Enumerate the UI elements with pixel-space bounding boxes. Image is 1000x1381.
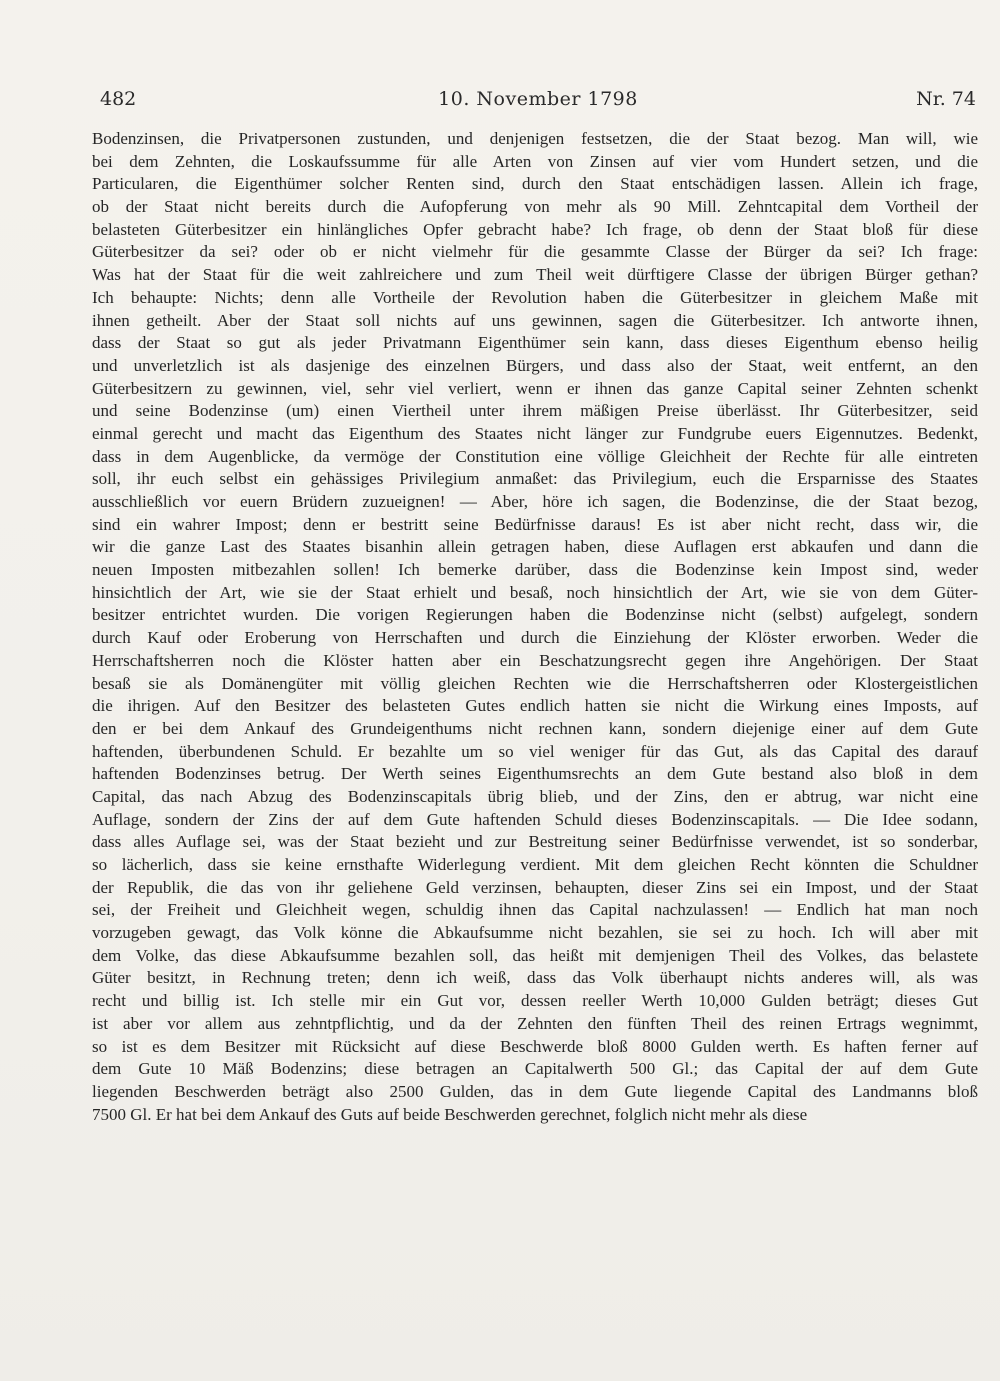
text-line: und unverletzlich ist als dasjenige des einzelnen Bürgers, und dass also der Staat, weit entfernt, an den bbox=[92, 355, 978, 375]
text-line: dass alles Auflage sei, was der Staat bezieht und zur Bestreitung seiner Bedürfnisse verwendet, ist so sonderbar, bbox=[92, 832, 978, 852]
page-number: 482 bbox=[100, 88, 137, 110]
text-line: dass der Staat so gut als jeder Privatmann Eigenthümer sein kann, dass dieses Eigenthum ebenso heilig bbox=[92, 333, 978, 353]
body-text bbox=[92, 128, 978, 1126]
text-line: ist aber vor allem aus zehntpflichtig, und da der Zehnten den fünften Theil des reinen Ertrags wegnimmt, bbox=[92, 1013, 978, 1033]
text-line: dass in dem Augenblicke, da vermöge der Constitution eine völlige Gleichheit der Rechte für alle eintreten bbox=[92, 446, 978, 466]
text-line: Was hat der Staat für die weit zahlreichere und zum Theil weit dürftigere Classe der übrigen Bürger gethan? bbox=[92, 265, 978, 285]
text-line: so ist es dem Besitzer mit Rücksicht auf diese Beschwerde bloß 8000 Gulden werth. Es haften ferner auf bbox=[92, 1036, 978, 1056]
text-line: Particularen, die Eigenthümer solcher Renten sind, durch den Staat entschädigen lassen. Allein ich frage, bbox=[92, 174, 978, 194]
text-line: hinsichtlich der Art, wie sie der Staat erhielt und besaß, noch hinsichtlich der Art, wie sie von dem Güter- bbox=[92, 582, 978, 602]
text-line: Capital, das nach Abzug des Bodenzinscapitals übrig blieb, und der Zins, den er abtrug, war nicht eine bbox=[92, 786, 978, 806]
text-line: den er bei dem Ankauf des Grundeigenthums nicht rechnen kann, sondern diejenige einer auf dem Gute bbox=[92, 718, 978, 738]
text-line: so lächerlich, dass sie keine ernsthafte Widerlegung verdient. Mit dem gleichen Recht könnten die Schuldner bbox=[92, 855, 978, 874]
text-line: bei dem Zehnten, die Loskaufssumme für alle Arten von Zinsen auf vier vom Hundert setzen, und die bbox=[92, 151, 978, 171]
text-line: besitzer entrichtet wurden. Die vorigen Regierungen haben die Bodenzinse nicht (selbst) aufgelegt, sondern bbox=[92, 605, 978, 625]
text-line: und seine Bodenzinse (um) einen Viertheil unter ihrem mäßigen Preise überlässt. Ihr Güterbesitzer, seid bbox=[92, 401, 978, 421]
text-line: vorzugeben gewagt, das Volk könne die Abkaufsumme nicht bezahlen, sie sei zu hoch. Ich will aber mit bbox=[92, 923, 978, 943]
page-header bbox=[100, 88, 976, 114]
text-line: 7500 Gl. Er hat bei dem Ankauf des Guts auf beide Beschwerden gerechnet, folglich nicht mehr als diese bbox=[92, 1104, 808, 1124]
text-line: einmal gerecht und macht das Eigenthum des Staates nicht länger zur Fundgrube euers Eigennutzes. Bedenkt, bbox=[92, 423, 978, 443]
text-line: wir die ganze Last des Staates bisanhin allein getragen haben, diese Auflagen erst abkaufen und dann die bbox=[92, 537, 978, 557]
text-line: neuen Imposten mitbezahlen sollen! Ich bemerke darüber, dass die Bodenzinse kein Impost sind, weder bbox=[92, 560, 978, 580]
text-line: soll, ihr euch selbst ein gehässiges Privilegium anmaßet: das Privilegium, euch die Ersparnisse des Staates bbox=[92, 469, 978, 489]
text-line: sei, der Freiheit und Gleichheit wegen, schuldig ihnen das Capital nachzulassen! — Endlich hat man noch bbox=[92, 900, 978, 920]
header-date: 10. November 1798 bbox=[438, 88, 638, 110]
text-line: Güterbesitzer da sei? oder ob er nicht vielmehr für die gesammte Classe der Bürger da sei? Ich frage: bbox=[92, 242, 978, 262]
text-line: ob der Staat nicht bereits durch die Aufopferung von mehr als 90 Mill. Zehntcapital dem Vortheil der bbox=[92, 197, 978, 217]
text-line: Herrschaftsherren noch die Klöster hatten aber ein Beschatzungsrecht gegen ihre Angehörigen. Der Staat bbox=[92, 650, 978, 670]
text-line: dem Volke, das diese Abkaufsumme bezahlen soll, das heißt mit demjenigen Theil des Volkes, das belastete bbox=[92, 945, 978, 965]
text-line: Güter besitzt, in Rechnung treten; denn ich weiß, dass das Volk überhaupt nichts anderes will, als was bbox=[92, 968, 978, 988]
text-line: Güterbesitzern zu gewinnen, viel, sehr viel verliert, wenn er ihnen das ganze Capital seiner Zehnten schenkt bbox=[92, 378, 978, 398]
text-line: dem Gute 10 Mäß Bodenzins; diese betragen an Capitalwerth 500 Gl.; das Capital der auf dem Gute bbox=[92, 1059, 978, 1079]
text-line: der Republik, die das von ihr geliehene Geld verzinsen, behaupten, dieser Zins sei ein Impost, und der Staat bbox=[92, 877, 978, 897]
text-line: liegenden Beschwerden beträgt also 2500 Gulden, das in dem Gute liegende Capital des Landmanns bloß bbox=[92, 1081, 978, 1101]
text-line: Bodenzinsen, die Privatpersonen zustunden, und denjenigen festsetzen, die der Staat bezog. Man will, wie bbox=[92, 129, 978, 148]
text-line: besaß sie als Domänengüter mit völlig gleichen Rechten wie die Herrschaftsherren oder Klostergeistlichen bbox=[92, 673, 978, 693]
text-line: ihnen getheilt. Aber der Staat soll nichts auf uns gewinnen, sagen die Güterbesitzer. Ich antworte ihnen, bbox=[92, 310, 978, 330]
document-number: Nr. 74 bbox=[916, 88, 976, 110]
text-line: die ihrigen. Auf den Besitzer des belasteten Gutes endlich hatten sie nicht die Wirkung eines Imposts, auf bbox=[92, 696, 978, 716]
text-line: Ich behaupte: Nichts; denn alle Vortheile der Revolution haben die Güterbesitzer in gleichem Maße mit bbox=[92, 287, 978, 307]
text-line: sind ein wahrer Impost; denn er bestritt seine Bedürfnisse daraus! Es ist aber nicht recht, dass wir, die bbox=[92, 514, 978, 534]
text-line: haftenden, überbundenen Schuld. Er bezahlte um so viel weniger für das Gut, als das Capital des darauf bbox=[92, 741, 978, 761]
text-line: Auflage, sondern der Zins der auf dem Gute haftenden Schuld dieses Bodenzinscapitals. — Die Idee sodann, bbox=[92, 809, 978, 829]
text-line: ausschließlich vor euern Brüdern zuzueignen! — Aber, höre ich sagen, die Bodenzinse, die der Staat bezog, bbox=[92, 492, 978, 511]
text-line: belasteten Güterbesitzer ein hinlängliches Opfer gebracht habe? Ich frage, ob denn der Staat bloß für diese bbox=[92, 219, 978, 239]
text-line: haftenden Bodenzinses betrug. Der Werth seines Eigenthumsrechts an dem Gute bestand also bloß in dem bbox=[92, 764, 978, 784]
text-line: durch Kauf oder Eroberung von Herrschaften und durch die Einziehung der Klöster erworben. Weder die bbox=[92, 628, 978, 648]
text-line: recht und billig ist. Ich stelle mir ein Gut vor, dessen reeller Werth 10,000 Gulden beträgt; dieses Gut bbox=[92, 991, 978, 1011]
